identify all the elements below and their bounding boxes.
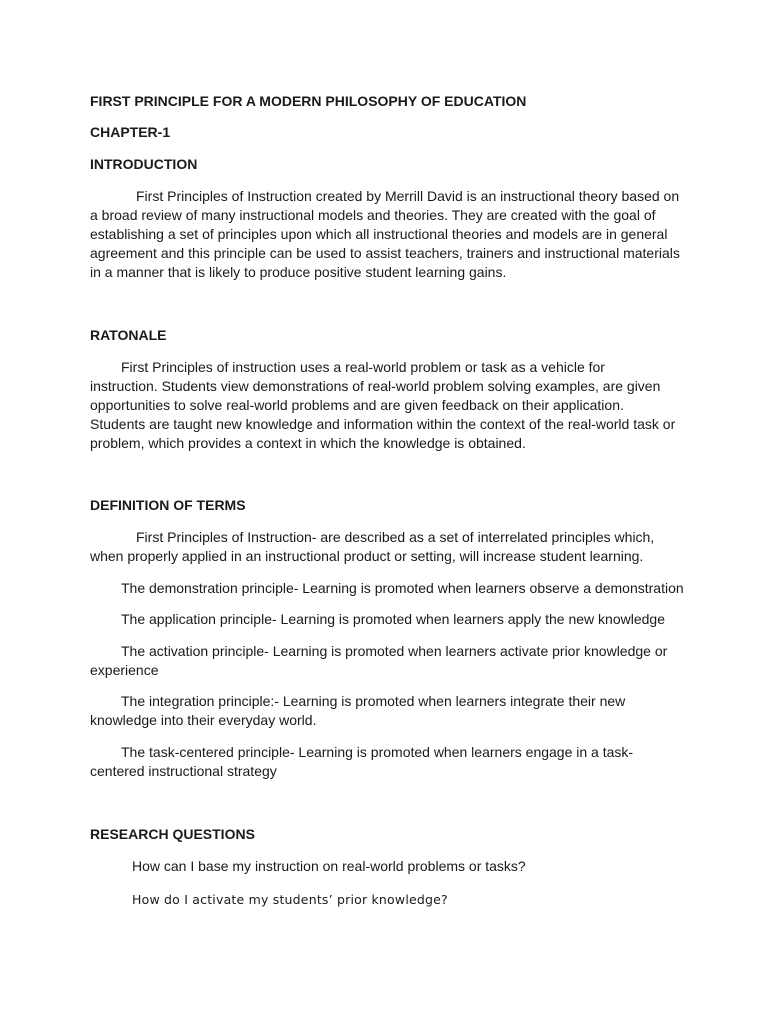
term-demonstration: The demonstration principle- Learning is promoted when learners observe a demonstration bbox=[121, 580, 684, 596]
introduction-heading: INTRODUCTION bbox=[90, 156, 198, 172]
definitions-heading: DEFINITION OF TERMS bbox=[90, 497, 246, 513]
introduction-paragraph: First Principles of Instruction created by Merrill David is an instructional theory based on a broad review of many instructional models and theories. They are created with the goal of establishing a set of principles upon which all instructional theories and models are in general agreement and this principle can be used to assist teachers, trainers and instructional materials in a manner that is likely to produce positive student learning gains. bbox=[90, 188, 680, 280]
research-question-2: How do I activate my students’ prior knowledge? bbox=[132, 892, 448, 907]
document-title: FIRST PRINCIPLE FOR A MODERN PHILOSOPHY OF EDUCATION bbox=[90, 93, 527, 109]
term-integration: The integration principle:- Learning is promoted when learners integrate their new knowledge into their everyday world. bbox=[90, 693, 626, 728]
term-application: The application principle- Learning is promoted when learners apply the new knowledge bbox=[121, 611, 665, 627]
research-heading: RESEARCH QUESTIONS bbox=[90, 826, 255, 842]
definitions-intro-paragraph: First Principles of Instruction- are described as a set of interrelated principles which, when properly applied in an instructional product or setting, will increase student learning. bbox=[90, 529, 655, 564]
rationale-paragraph: First Principles of instruction uses a real-world problem or task as a vehicle for instruction. Students view demonstrations of real-world problem solving examples, are given opportunities to solve real-world problems and are given feedback on their application. Students are taught new knowledge and information within the context of the real-world task or problem, which provides a context in which the knowledge is obtained. bbox=[90, 359, 676, 451]
term-task-centered: The task-centered principle- Learning is promoted when learners engage in a task-centered instructional strategy bbox=[90, 744, 634, 779]
research-question-1: How can I base my instruction on real-world problems or tasks? bbox=[132, 858, 526, 874]
rationale-heading: RATONALE bbox=[90, 327, 167, 343]
term-activation: The activation principle- Learning is promoted when learners activate prior knowledge or experience bbox=[90, 643, 668, 678]
chapter-label: CHAPTER-1 bbox=[90, 124, 171, 140]
